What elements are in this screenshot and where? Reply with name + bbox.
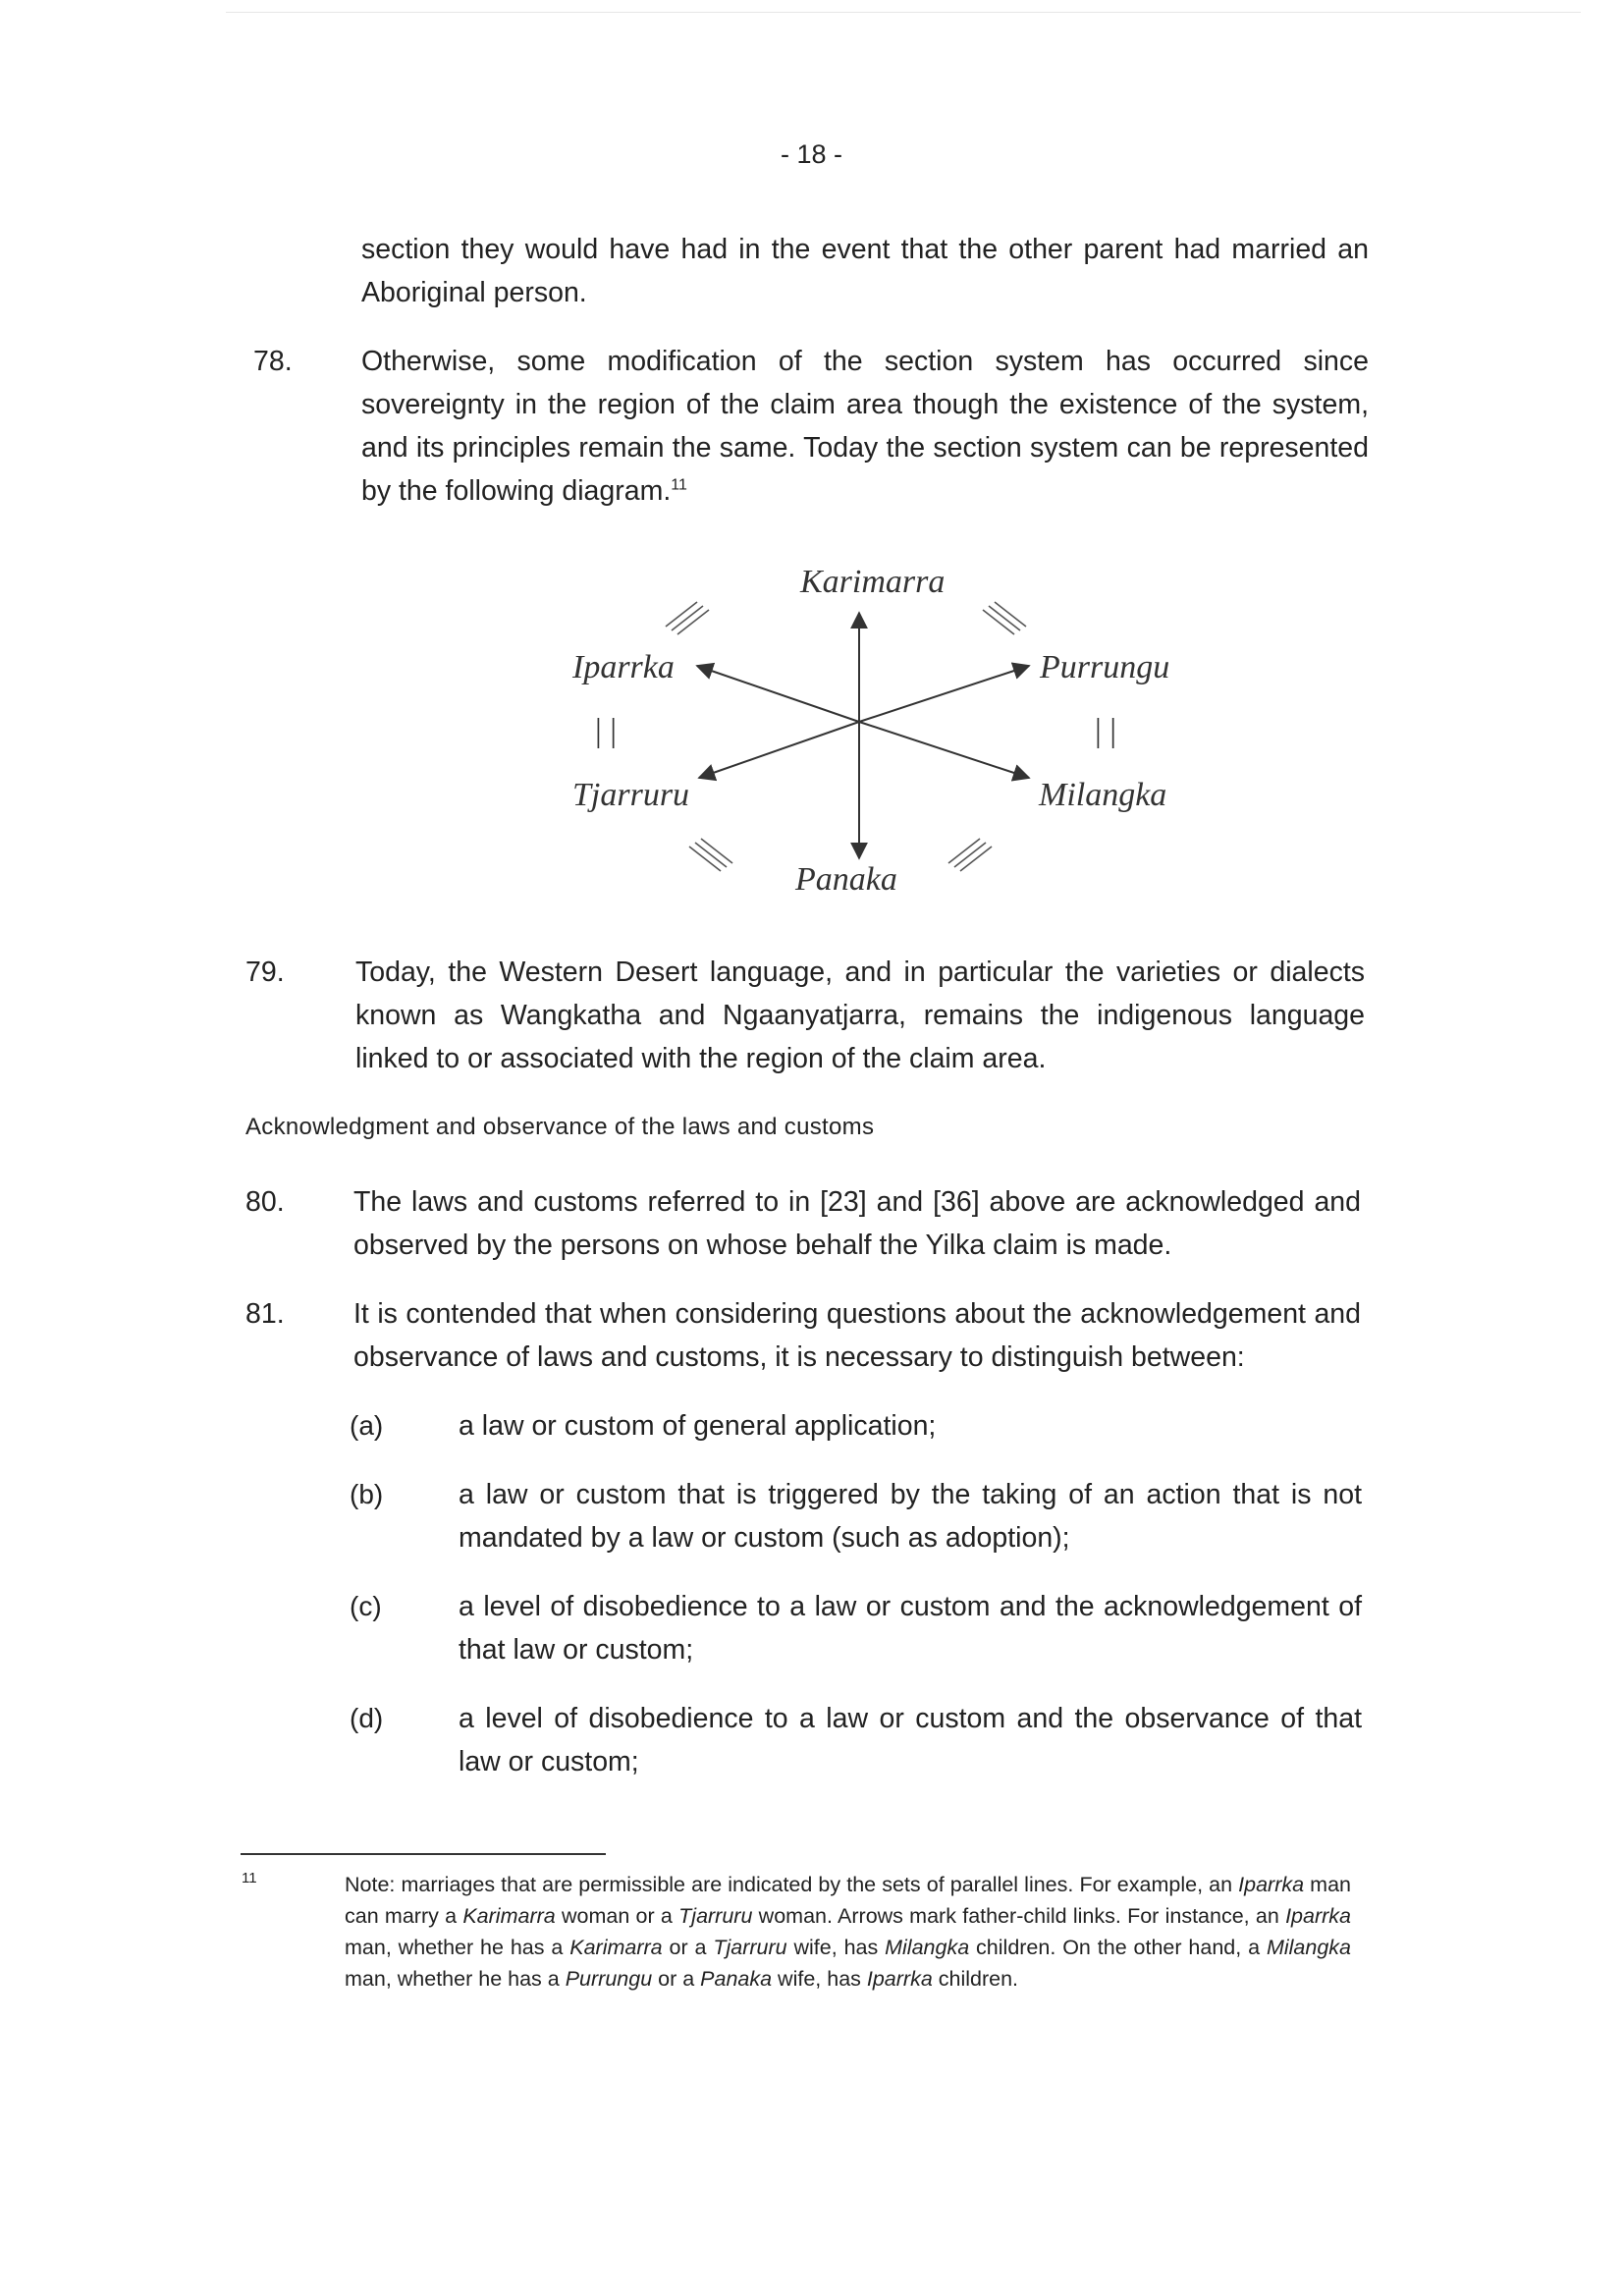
arrow-to-purrungu <box>859 666 1029 722</box>
paragraph-81: It is contended that when considering questions about the acknowledgement and observance of laws and customs, it is necessary to distinguish between: <box>353 1298 1361 1373</box>
footnote-segment: or a <box>662 1936 714 1959</box>
section-heading: Acknowledgment and observance of the laws and customs <box>245 1114 875 1140</box>
list-item-label-b: (b) <box>350 1479 384 1509</box>
paragraph-number-78: 78. <box>253 346 293 377</box>
footnote-term: Tjarruru <box>678 1904 753 1928</box>
arrow-to-iparrka <box>697 666 859 722</box>
footnote-segment: woman. Arrows mark father-child links. For instance, an <box>752 1904 1286 1928</box>
list-item-a: a law or custom of general application; <box>459 1410 937 1442</box>
continuation-paragraph: section they would have had in the event that the other parent had married an Aboriginal person. <box>361 234 1369 308</box>
footnote-term: Iparrka <box>1238 1873 1305 1896</box>
arrow-to-tjarruru <box>699 722 859 778</box>
list-item-d: a level of disobedience to a law or custom and the observance of that law or custom; <box>459 1703 1362 1777</box>
footnote-term: Iparrka <box>1285 1904 1351 1928</box>
diagram-label-tjarruru: Tjarruru <box>572 777 690 813</box>
marriage-mark-upper-left <box>666 602 709 634</box>
footnote-term: Tjarruru <box>713 1936 787 1959</box>
right-marriage-marker: | | <box>1095 713 1117 749</box>
footnote-segment: Note: marriages that are permissible are indicated by the sets of parallel lines. For example, an <box>345 1873 1239 1896</box>
footnote-segment: children. On the other hand, a <box>969 1936 1267 1959</box>
footnote-segment: man, whether he has a <box>345 1967 566 1991</box>
scan-edge-line <box>226 12 1581 13</box>
list-item-b: a law or custom that is triggered by the taking of an action that is not mandated by a law or custom (such as adoption); <box>459 1479 1362 1554</box>
footnote-term: Milangka <box>1266 1936 1351 1959</box>
arrow-to-milangka <box>859 722 1029 778</box>
list-item-label-c: (c) <box>350 1591 382 1621</box>
footnote-term: Karimarra <box>569 1936 663 1959</box>
footnote-separator <box>241 1853 606 1855</box>
footnote-segment: man, whether he has a <box>345 1936 570 1959</box>
list-item-c: a level of disobedience to a law or custom and the acknowledgement of that law or custom; <box>459 1591 1362 1666</box>
paragraph-78-text: Otherwise, some modification of the section system has occurred since sovereignty in the region of the claim area though the existence of the system, and its principles remain the same. Today the section system can be represented by the following diagram. <box>361 346 1369 507</box>
footnote-term: Panaka <box>700 1967 773 1991</box>
paragraph-80: The laws and customs referred to in [23] and [36] above are acknowledged and observed by the persons on whose behalf the Yilka claim is made. <box>353 1186 1361 1261</box>
marriage-mark-upper-right <box>983 602 1026 634</box>
footnote-segment: or a <box>652 1967 701 1991</box>
footnote-term: Milangka <box>885 1936 970 1959</box>
footnote-number: 11 <box>242 1870 257 1886</box>
section-system-diagram <box>550 550 1198 913</box>
diagram-label-panaka: Panaka <box>795 861 897 898</box>
footnote-term: Iparrka <box>866 1967 933 1991</box>
footnote-term: Karimarra <box>462 1904 556 1928</box>
diagram-label-milangka: Milangka <box>1039 777 1167 813</box>
marriage-mark-lower-right <box>948 839 992 871</box>
footnote-text <box>345 1869 1351 1995</box>
footnote-term: Purrungu <box>565 1967 653 1991</box>
diagram-label-iparrka: Iparrka <box>572 649 675 685</box>
left-marriage-marker: | | <box>595 713 618 749</box>
paragraph-number-79: 79. <box>245 957 285 988</box>
list-item-label-a: (a) <box>350 1410 384 1441</box>
diagram-label-karimarra: Karimarra <box>800 564 946 600</box>
footnote-segment: wife, has <box>786 1936 886 1959</box>
footnote-segment: children. <box>932 1967 1019 1991</box>
paragraph-number-81: 81. <box>245 1298 285 1330</box>
page-number: - 18 - <box>780 139 843 169</box>
paragraph-number-80: 80. <box>245 1186 285 1218</box>
footnote-segment: woman or a <box>555 1904 679 1928</box>
footnote-segment: man can marry a <box>345 1873 1351 1928</box>
paragraph-79: Today, the Western Desert language, and in particular the varieties or dialects known as Wangkatha and Ngaanyatjarra, remains the indigenous language linked to or associated with the region of the claim area. <box>355 957 1365 1074</box>
diagram-label-purrungu: Purrungu <box>1040 649 1170 685</box>
marriage-mark-lower-left <box>689 839 732 871</box>
paragraph-78 <box>361 340 1369 513</box>
footnote-segment: wife, has <box>772 1967 867 1991</box>
footnote-reference[interactable]: 11 <box>671 476 687 494</box>
list-item-label-d: (d) <box>350 1703 384 1733</box>
